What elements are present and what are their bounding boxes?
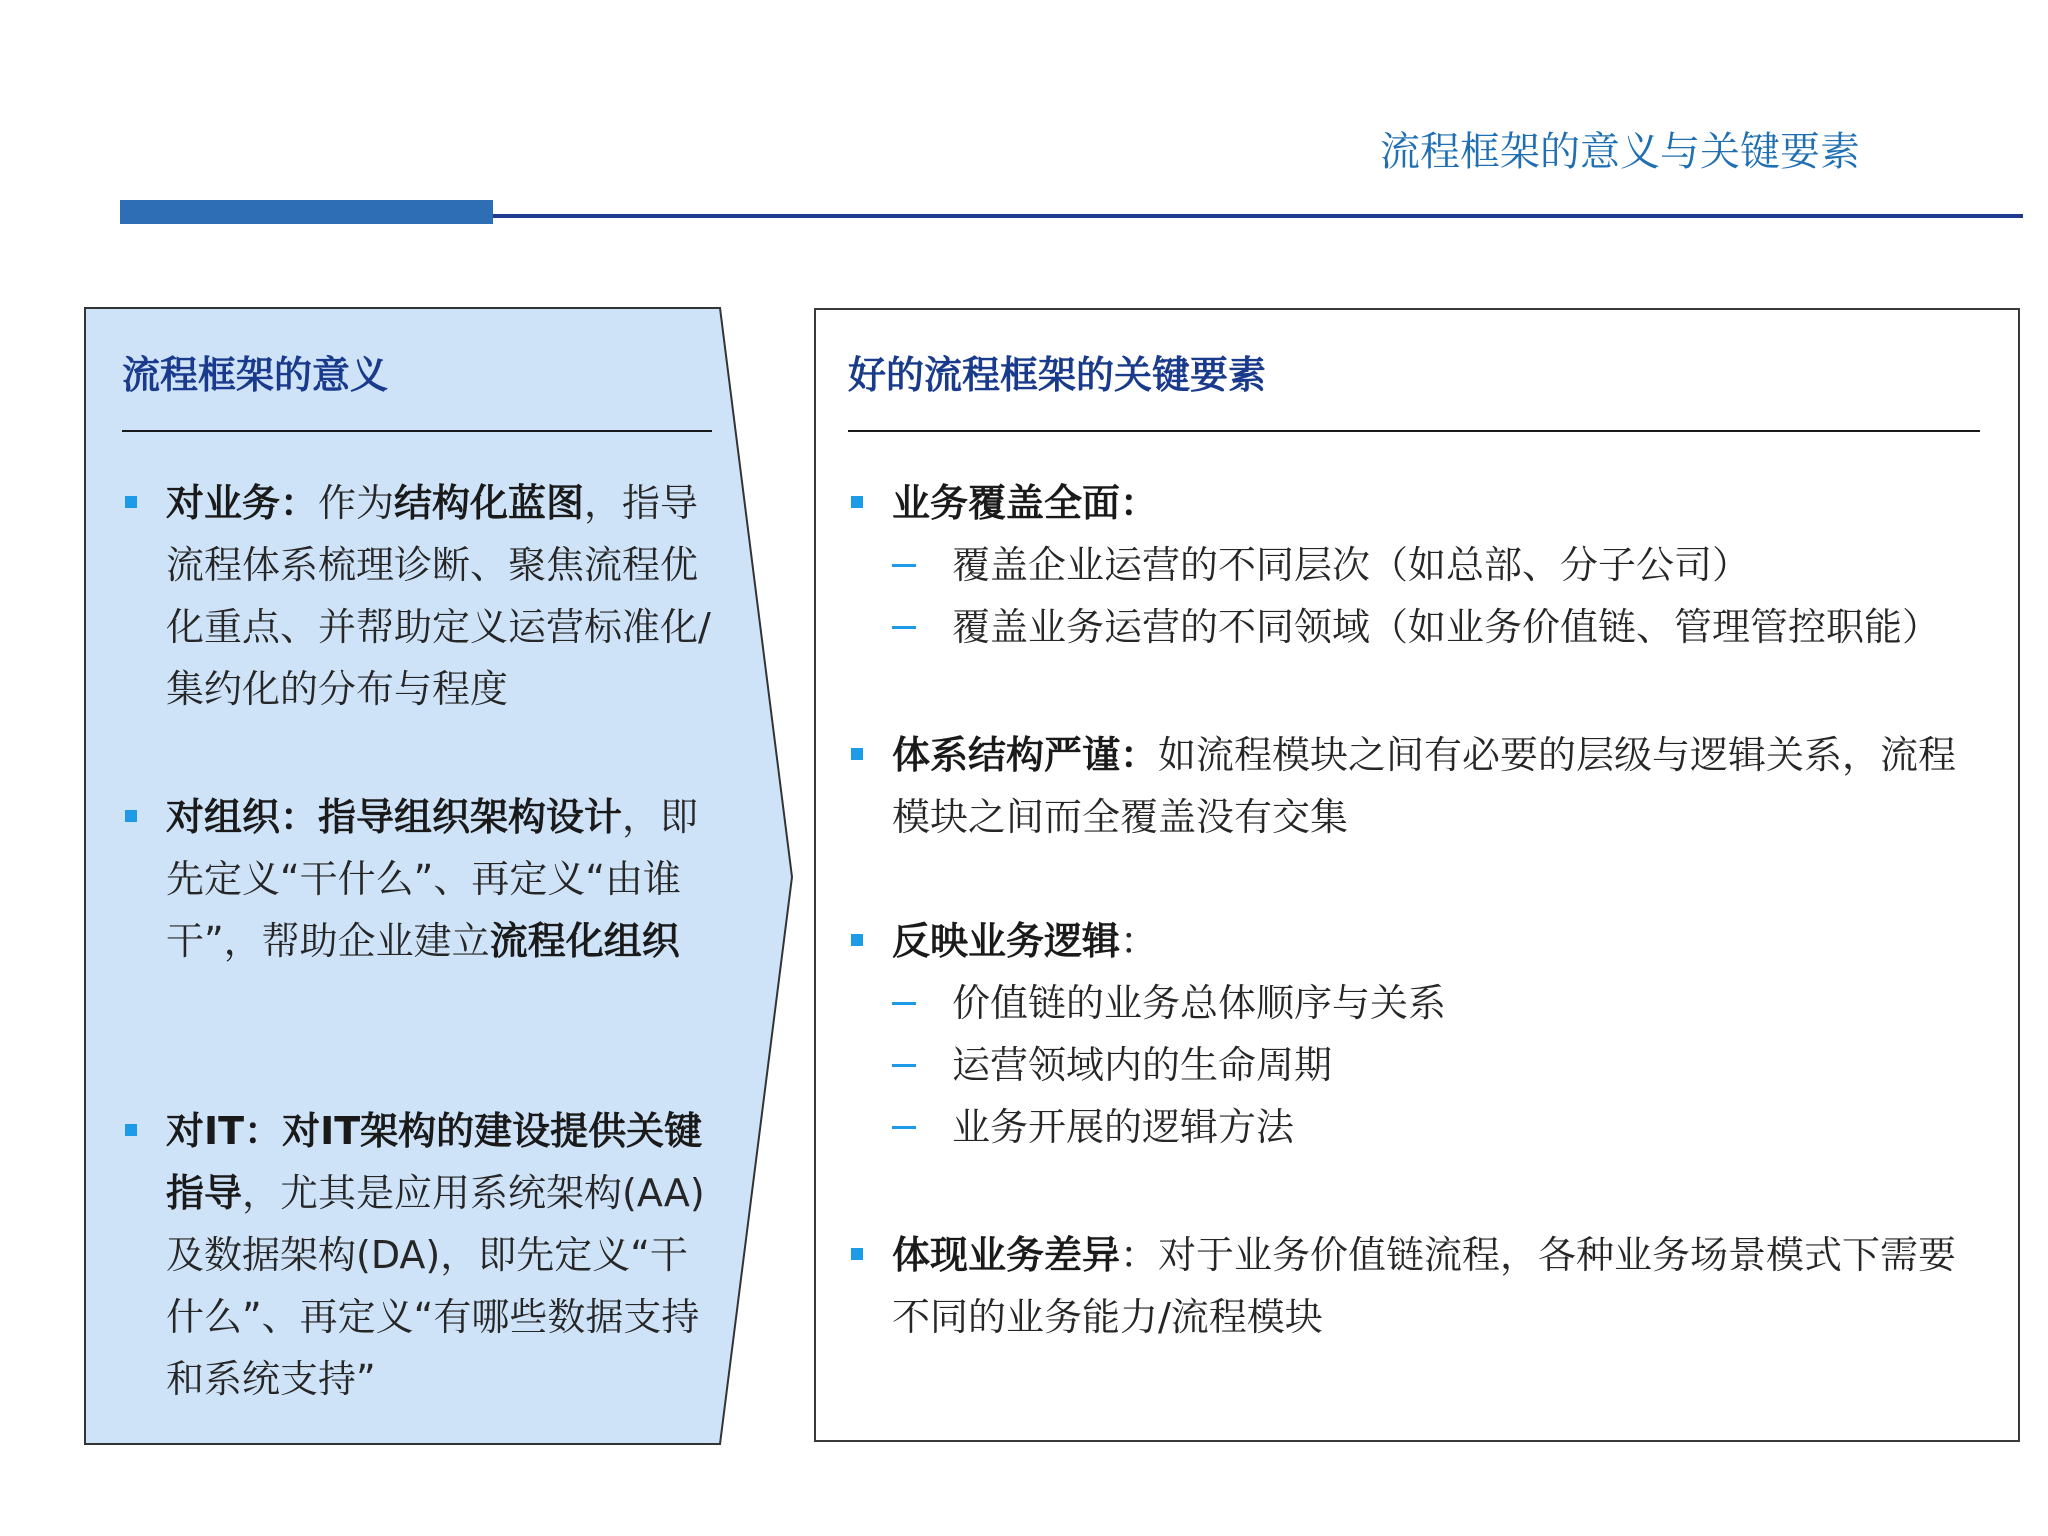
left-panel-heading: 流程框架的意义 [122,353,389,397]
item-text: ，指导流程体系梳理诊断、聚焦流程优化重点、并帮助定义运营标准化/集约化的分布与程度 [166,481,711,711]
item-lead: 对组织： [166,795,319,839]
item-text: 作为 [318,481,395,525]
dash-bullet-icon [892,1126,916,1129]
header-rule [493,214,2023,218]
item-text: ，即先定义“干什么”、再定义“由谁干”，帮助企业建立 [166,795,699,963]
sub-text: 价值链的业务总体顺序与关系 [952,981,1447,1025]
item-bold: 流程化组织 [489,919,680,963]
right-section-logic [848,910,1980,972]
sub-text: 覆盖企业运营的不同层次（如总部、分子公司） [952,543,1751,587]
right-sub-item [848,1096,1980,1158]
right-sub-item [848,596,1980,658]
left-item-business [122,472,712,720]
right-sub-item [848,972,1980,1034]
dash-bullet-icon [892,564,916,567]
item-bold: 结构化蓝图 [394,481,585,525]
right-panel [848,348,1980,1339]
sub-text: 运营领域内的生命周期 [952,1043,1333,1087]
dash-bullet-icon [892,1064,916,1067]
right-panel-heading: 好的流程框架的关键要素 [848,353,1267,397]
square-bullet-icon [851,1248,863,1260]
section-colon: ： [1120,919,1159,963]
item-text: ，尤其是应用系统架构(AA)及数据架构(DA)，即先定义“干什么”、再定义“有哪些数据支持和系统支持” [166,1171,705,1401]
left-heading-rule [122,430,712,432]
section-text: 如流程模块之间有必要的层级与逻辑关系，流程模块之间而全覆盖没有交集 [892,733,1957,839]
item-bold: 指导组织架构设计 [318,795,623,839]
square-bullet-icon [851,934,863,946]
right-section-structure [848,724,1980,848]
section-lead: 反映业务逻辑 [892,919,1121,963]
sub-text: 覆盖业务运营的不同领域（如业务价值链、管理管控职能） [952,605,1941,649]
square-bullet-icon [851,748,863,760]
header-accent-bar [120,200,493,224]
section-lead: 体现业务差异 [892,1233,1121,1277]
square-bullet-icon [125,1124,137,1136]
square-bullet-icon [851,496,863,508]
section-lead: 体系结构严谨： [892,733,1159,777]
section-text: ：对于业务价值链流程，各种业务场景模式下需要不同的业务能力/流程模块 [892,1233,1957,1339]
square-bullet-icon [125,496,137,508]
right-section-coverage [848,472,1980,534]
right-sub-item [848,1034,1980,1096]
left-panel [122,348,712,1401]
right-sub-item [848,534,1980,596]
dash-bullet-icon [892,626,916,629]
item-bold: 对IT架构的建设提供关键指导 [166,1109,703,1215]
sub-text: 业务开展的逻辑方法 [952,1105,1295,1149]
square-bullet-icon [125,810,137,822]
item-lead: 对业务： [166,481,319,525]
dash-bullet-icon [892,1002,916,1005]
section-lead: 业务覆盖全面： [892,481,1159,525]
item-lead: 对IT： [166,1109,283,1153]
slide-title: 流程框架的意义与关键要素 [1380,129,1860,175]
left-item-it [122,1100,712,1410]
right-heading-rule [848,430,1980,432]
left-item-organization [122,786,712,972]
right-section-difference [848,1224,1980,1348]
